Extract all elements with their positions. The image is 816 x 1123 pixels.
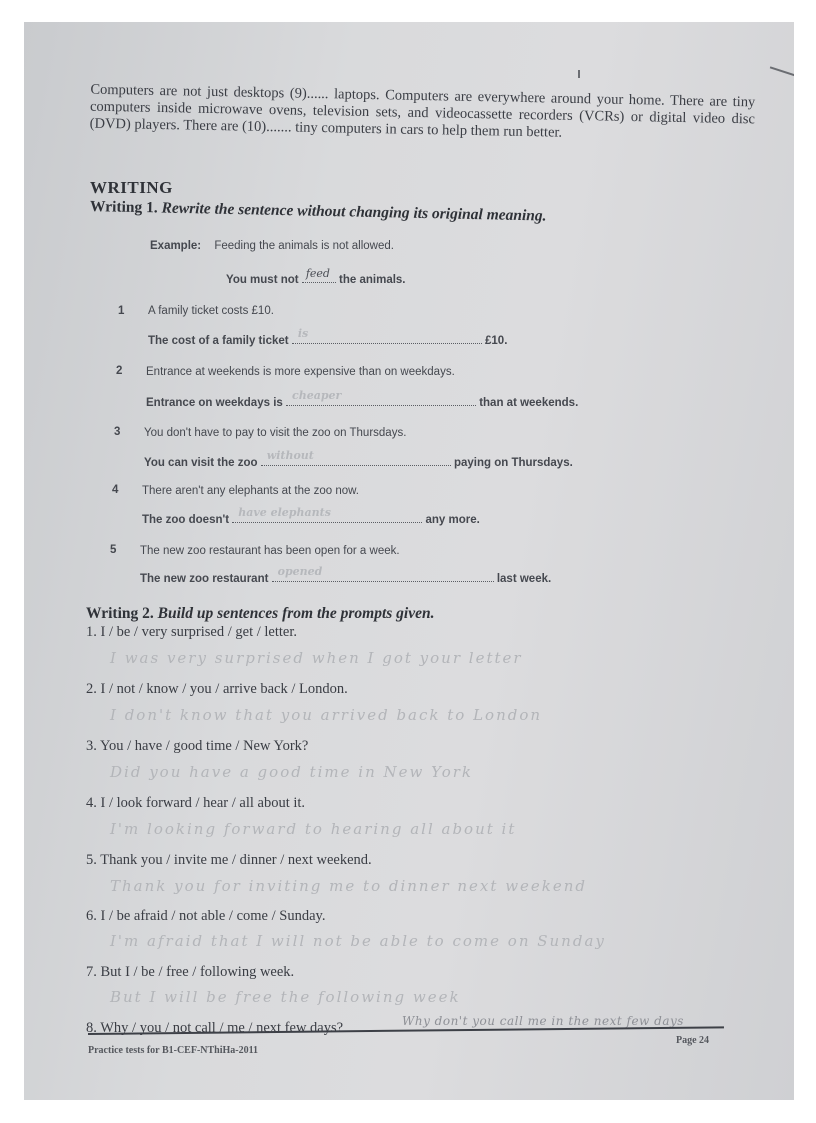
item-original: The new zoo restaurant has been open for a week. <box>140 545 400 557</box>
item-rewrite-end: any more. <box>425 514 480 526</box>
item-original: A family ticket costs £10. <box>148 305 274 317</box>
item-rewrite-end: paying on Thursdays. <box>453 457 573 469</box>
item-number: 2 <box>116 365 123 377</box>
faded-answer: is <box>297 327 309 340</box>
footer-source: Practice tests for B1-CEF-NThiHa-2011 <box>88 1045 259 1056</box>
answer-blank[interactable] <box>286 389 476 406</box>
reading-passage-tail: Computers are not just desktops (9)...... laptops. Computers are everywhere around your home. There are tiny computers inside microwave ovens, television sets, and videocassette recorders (VCRs) or digital video disc (DVD) players. There are (10)....... tiny computers in cars to help them run better. <box>89 81 756 141</box>
handwritten-answer-8: Why don't you call me in the next few days <box>402 1014 684 1028</box>
item-original: You don't have to pay to visit the zoo on Thursdays. <box>144 427 407 439</box>
item-rewrite-start: The zoo doesn't <box>142 514 230 526</box>
faded-answer: have elephants <box>238 506 331 519</box>
item-rewrite-line <box>144 449 573 469</box>
item-number: 3 <box>114 426 121 438</box>
handwritten-answer-2: I don't know that you arrived back to London <box>110 706 543 724</box>
writing1-instruction: Rewrite the sentence without changing its original meaning. <box>161 199 547 225</box>
prompt-6: 6. I / be afraid / not able / come / Sunday. <box>86 908 326 924</box>
item-rewrite-start: The new zoo restaurant <box>140 573 269 585</box>
scanned-page-photo <box>24 22 794 1100</box>
writing2-instruction: Build up sentences from the prompts given. <box>157 605 435 622</box>
item-number: 5 <box>110 544 117 556</box>
item-number: 4 <box>112 484 119 496</box>
example-rewrite-end: the animals. <box>339 274 406 286</box>
section-title: WRITING <box>90 178 173 197</box>
handwritten-answer-1: I was very surprised when I got your letter <box>110 649 523 667</box>
answer-blank[interactable] <box>261 449 451 466</box>
example-original-line <box>150 240 394 252</box>
handwritten-answer-6: I'm afraid that I will not be able to come on Sunday <box>110 932 606 950</box>
prompt-5: 5. Thank you / invite me / dinner / next weekend. <box>86 852 372 868</box>
handwritten-answer-7: But I will be free the following week <box>110 988 461 1006</box>
item-rewrite-end: £10. <box>485 335 508 347</box>
faded-answer: without <box>266 449 314 462</box>
writing1-label: Writing 1. <box>89 198 158 217</box>
example-rewrite-line <box>226 267 406 286</box>
answer-blank[interactable] <box>292 327 482 344</box>
page-fold-mark <box>764 66 794 99</box>
faded-answer: cheaper <box>292 389 342 402</box>
answer-blank[interactable] <box>272 565 494 582</box>
item-rewrite-end: than at weekends. <box>479 397 579 409</box>
prompt-2: 2. I / not / know / you / arrive back / London. <box>86 681 348 697</box>
item-number: 1 <box>118 305 125 317</box>
item-rewrite-line <box>140 565 552 585</box>
handwritten-answer-3: Did you have a good time in New York <box>110 763 474 781</box>
handwritten-answer-4: I'm looking forward to hearing all about it <box>110 820 517 838</box>
example-answer: feed <box>305 267 330 280</box>
answer-blank[interactable] <box>232 506 422 523</box>
worksheet-page <box>30 22 794 1100</box>
item-rewrite-line <box>146 389 579 409</box>
item-rewrite-start: Entrance on weekdays is <box>146 397 283 409</box>
item-original: There aren't any elephants at the zoo now. <box>142 485 360 497</box>
handwritten-answer-5: Thank you for inviting me to dinner next weekend <box>110 877 588 895</box>
example-answer-blank <box>302 267 336 283</box>
item-original: Entrance at weekends is more expensive than on weekdays. <box>146 366 455 378</box>
prompt-8: 8. Why / you / not call / me / next few days? <box>86 1020 344 1036</box>
example-label: Example: <box>150 240 202 252</box>
faded-answer: opened <box>277 565 323 578</box>
example-rewrite-start: You must not <box>226 274 299 286</box>
prompt-4: 4. I / look forward / hear / all about it. <box>86 795 306 811</box>
item-rewrite-start: You can visit the zoo <box>144 457 258 469</box>
pen-mark <box>578 70 580 78</box>
prompt-7: 7. But I / be / free / following week. <box>86 964 295 980</box>
writing2-label: Writing 2. <box>86 605 154 622</box>
prompt-1: 1. I / be / very surprised / get / letter. <box>86 624 298 640</box>
prompt-3: 3. You / have / good time / New York? <box>86 738 309 754</box>
item-rewrite-end: last week. <box>496 573 552 585</box>
writing1-heading <box>90 198 547 226</box>
writing2-heading <box>86 605 435 623</box>
item-rewrite-start: The cost of a family ticket <box>148 335 289 347</box>
item-rewrite-line <box>148 327 508 347</box>
example-original: Feeding the animals is not allowed. <box>214 240 394 252</box>
item-rewrite-line <box>142 506 480 526</box>
page-number: Page 24 <box>676 1035 710 1046</box>
